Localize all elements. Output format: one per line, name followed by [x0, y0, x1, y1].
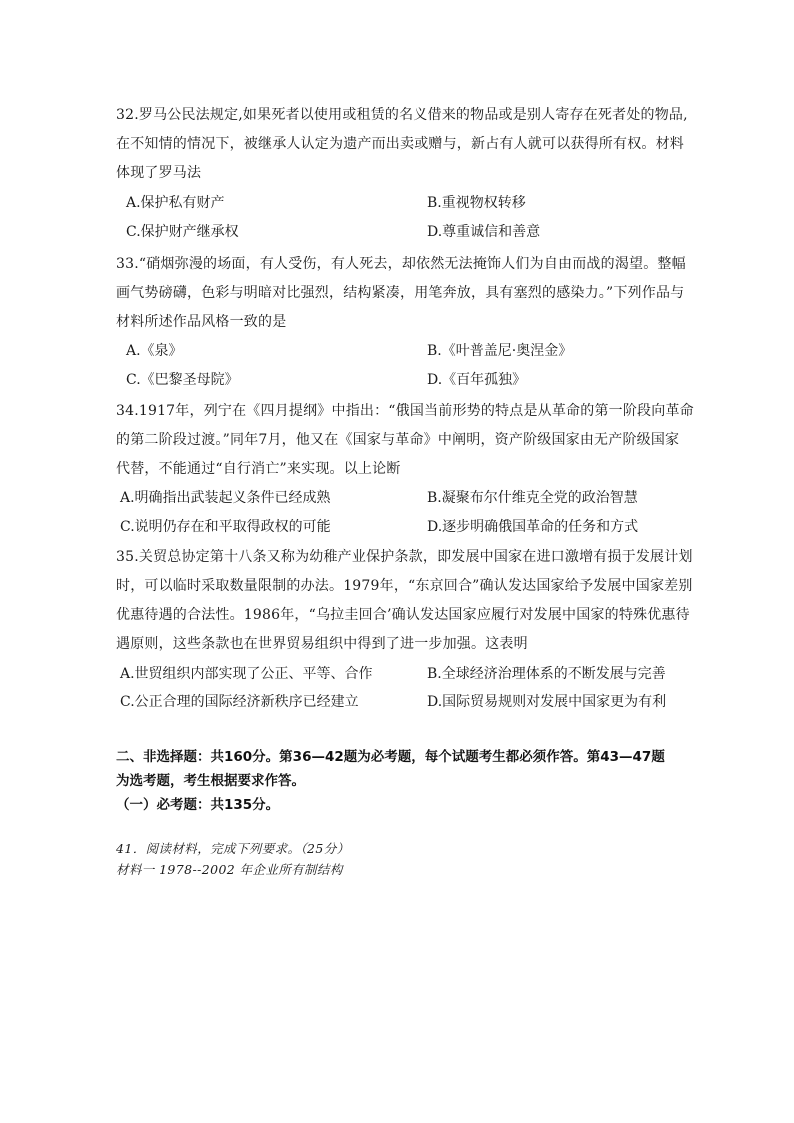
q35-stem-line-1: 35.关贸总协定第十八条又称为幼稚产业保护条款，即发展中国家在进口激增有损于发展计划 — [116, 549, 693, 565]
q34-option-d: D.逐步明确俄国革命的任务和方式 — [427, 519, 639, 535]
q34-option-a: A.明确指出武装起义条件已经成熟 — [120, 490, 331, 506]
q32-option-c: C.保护财产继承权 — [126, 224, 239, 240]
q33-option-b: B.《叶普盖尼·奥涅金》 — [427, 343, 573, 359]
q33-option-a: A.《泉》 — [126, 343, 183, 359]
q32-option-d: D.尊重诚信和善意 — [427, 224, 541, 240]
q41-material-1-caption: 材料一 1978--2002 年企业所有制结构 — [116, 862, 343, 877]
q32-stem-line-1: 32.罗马公民法规定,如果死者以使用或租赁的名义借来的物品或是别人寄存在死者处的物品, — [116, 107, 688, 123]
q34-option-c: C.说明仍存在和平取得政权的可能 — [120, 519, 331, 535]
q35-option-b: B.全球经济治理体系的不断发展与完善 — [427, 666, 666, 682]
q35-stem-line-2: 时，可以临时采取数量限制的办法。1979年，“东京回合”确认发达国家给予发展中国家差别 — [116, 578, 693, 594]
section-2-line-1: 二、非选择题：共160分。第36—42题为必考题，每个试题考生都必须作答。第43—47题 — [116, 749, 665, 765]
q33-option-d: D.《百年孤独》 — [427, 372, 527, 388]
q34-stem-line-2: 的第二阶段过渡。”同年7月，他又在《国家与革命》中阐明，资产阶级国家由无产阶级国家 — [116, 432, 680, 448]
q41-title: 41．阅读材料，完成下列要求。（25分） — [116, 841, 350, 856]
q35-option-a: A.世贸组织内部实现了公正、平等、合作 — [120, 666, 373, 682]
q35-option-d: D.国际贸易规则对发展中国家更为有利 — [427, 694, 667, 710]
q33-stem-line-3: 材料所述作品风格一致的是 — [116, 314, 287, 330]
q32-option-a: A.保护私有财产 — [126, 195, 225, 211]
q33-stem-line-2: 画气势磅礴，色彩与明暗对比强烈，结构紧凑，用笔奔放，具有塞烈的感染力。”下列作品与 — [116, 285, 685, 301]
q34-option-b: B.凝聚布尔什维克全党的政治智慧 — [427, 490, 638, 506]
q33-option-c: C.《巴黎圣母院》 — [126, 372, 239, 388]
q32-stem-line-2: 在不知情的情况下，被继承人认定为遗产而出卖或赠与，新占有人就可以获得所有权。材料 — [116, 136, 684, 152]
q32-option-b: B.重视物权转移 — [427, 195, 526, 211]
q35-stem-line-4: 遇原则，这些条款也在世界贸易组织中得到了进一步加强。这表明 — [116, 636, 528, 652]
q32-stem-line-3: 体现了罗马法 — [116, 165, 202, 181]
q34-stem-line-3: 代替，不能通过“自行消亡”来实现。以上论断 — [116, 461, 401, 477]
q34-stem-line-1: 34.1917年，列宁在《四月提纲》中指出：“俄国当前形势的特点是从革命的第一阶段向革命 — [116, 403, 694, 419]
q33-stem-line-1: 33.“硝烟弥漫的场面，有人受伤，有人死去，却依然无法掩饰人们为自由而战的渴望。整幅 — [116, 256, 686, 272]
q35-option-c: C.公正合理的国际经济新秩序已经建立 — [120, 694, 359, 710]
section-2-line-2: 为选考题，考生根据要求作答。 — [116, 773, 305, 789]
q35-stem-line-3: 优惠待遇的合法性。1986年，“乌拉圭回合’确认发达国家应履行对发展中国家的特殊优惠待 — [116, 607, 690, 623]
section-2-subheading: （一）必考题：共135分。 — [116, 797, 280, 813]
